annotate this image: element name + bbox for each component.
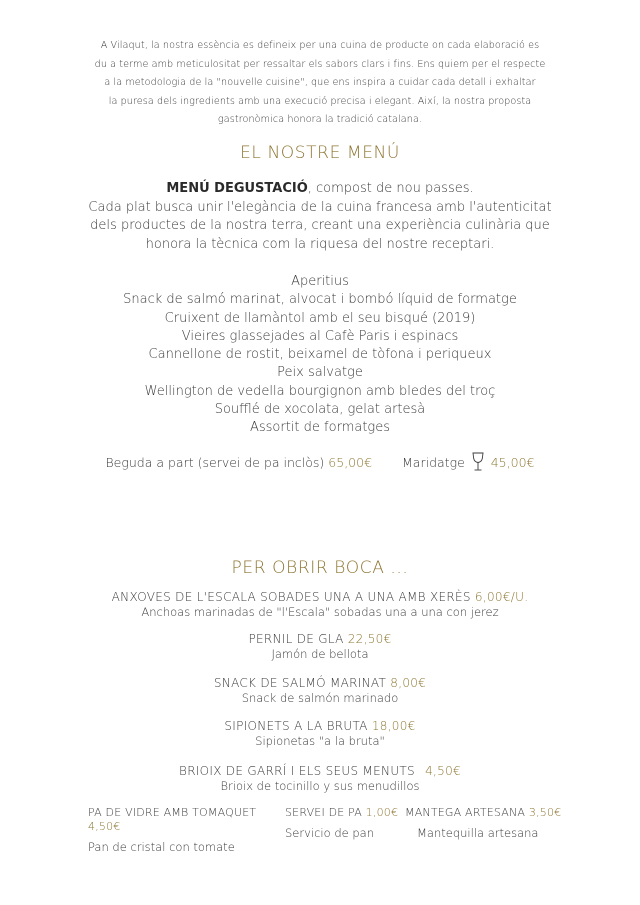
drinks-label: Beguda a part (servei de pa inclòs) <box>105 455 325 470</box>
dish-title: ANXOVES DE L'ESCALA SOBADES UNA A UNA AMB XERÈS <box>111 590 471 604</box>
dish-price: 22,50€ <box>347 632 392 646</box>
dish-price: 8,00€ <box>390 676 427 690</box>
course-item: Peix salvatge <box>277 365 363 381</box>
dish-subtitle: Sipionetas "a la bruta" <box>255 734 385 748</box>
extra-heading <box>88 806 288 834</box>
extra-title: PA DE VIDRE AMB TOMAQUET <box>88 806 257 819</box>
extra-item <box>405 806 565 840</box>
starters-title: PER OBRIR BOCA ... <box>231 558 409 578</box>
extra-price: 4,50€ <box>88 820 121 833</box>
course-item: Aperitius <box>291 274 349 289</box>
dish-title: SNACK DE SALMÓ MARINAT <box>213 676 387 690</box>
dish-subtitle: Jamón de bellota <box>271 647 369 661</box>
course-list <box>60 273 580 438</box>
dish-item <box>40 719 600 748</box>
tasting-line: Cada plat busca unir l'elegància de la cuina francesa amb l'autenticitat <box>88 199 552 215</box>
course-item: Cannellone de rostit, beixamel de tòfona i periqueux <box>148 347 492 363</box>
dish-heading <box>40 676 600 691</box>
extra-subtitle: Servicio de pan <box>285 826 374 840</box>
dish-title: PERNIL DE GLA <box>248 632 344 646</box>
tasting-line: honora la tècnica com la riquesa del nostre receptari. <box>145 236 495 252</box>
tasting-name: MENÚ DEGUSTACIÓ <box>166 181 308 196</box>
course-item: Soufflé de xocolata, gelat artesà <box>214 402 426 418</box>
dish-subtitle: Brioix de tocinillo y sus menudillos <box>220 779 420 793</box>
dish-price: 18,00€ <box>371 719 416 733</box>
drinks-price: 65,00€ <box>328 455 373 470</box>
course-item: Wellington de vedella bourgignon amb bledes del troç <box>144 383 496 399</box>
dish-heading <box>40 590 600 605</box>
dish-item <box>40 632 600 661</box>
tasting-description <box>60 180 580 254</box>
intro-line: A Vilaqut, la nostra essència es defineix per una cuina de producte on cada elaboració es <box>100 40 540 51</box>
course-item: Snack de salmó marinat, alvocat i bombó líquid de formatge <box>123 292 517 308</box>
pairing-price: 45,00€ <box>490 455 535 470</box>
course-item: Assortit de formatges <box>249 420 390 436</box>
extra-heading <box>405 806 565 820</box>
course-item: Cruixent de llamàntol amb el seu bisqué (2019) <box>164 310 476 326</box>
tasting-line: dels productes de la nostra terra, creant una experiència culinària que <box>90 218 550 233</box>
intro-paragraph <box>70 37 570 130</box>
wine-glass-icon <box>471 452 485 475</box>
intro-line: du a terme amb meticulositat per ressaltar els sabors clars i fins. Ens quiem per el respecte <box>94 58 546 70</box>
dish-price: 6,00€/U. <box>474 590 529 604</box>
extra-subtitle: Mantequilla artesana <box>417 826 539 840</box>
dish-subtitle: Anchoas marinadas de "l'Escala" sobadas una a una con jerez <box>141 605 499 619</box>
intro-line: gastronòmica honora la tradició catalana. <box>217 114 423 125</box>
dish-item <box>40 676 600 705</box>
extra-title: MANTEGA ARTESANA <box>405 806 526 819</box>
intro-line: la puresa dels ingredients amb una execució precisa i elegant. Així, la nostra proposta <box>108 95 532 107</box>
extra-title: SERVEI DE PA <box>285 806 362 819</box>
dish-item <box>40 590 600 619</box>
course-item: Vieires glassejades al Cafè Paris i espinacs <box>181 328 459 344</box>
pairing-label: Maridatge <box>402 455 465 470</box>
dish-heading <box>40 719 600 734</box>
dish-heading <box>40 764 600 779</box>
dish-subtitle: Snack de salmón marinado <box>241 691 399 705</box>
extra-item <box>88 806 288 854</box>
extra-subtitle: Pan de cristal con tomate <box>88 840 235 854</box>
extra-price: 1,00€ <box>365 806 399 819</box>
dish-title: BRIOIX DE GARRÍ I ELS SEUS MENUTS <box>179 764 415 778</box>
intro-line: a la metodologia de la "nouvelle cuisine", que ens inspira a cuidar cada detall i exhaltar <box>104 77 536 88</box>
menu-title: EL NOSTRE MENÚ <box>240 143 400 163</box>
dish-heading <box>40 632 600 647</box>
tasting-heading <box>60 180 580 199</box>
dish-price: 4,50€ <box>425 764 461 778</box>
tasting-pricing <box>0 452 640 475</box>
tasting-suffix: , compost de nou passes. <box>307 181 474 196</box>
dish-title: SIPIONETS A LA BRUTA <box>224 719 368 733</box>
extra-price: 3,50€ <box>528 806 562 819</box>
dish-item <box>40 764 600 793</box>
